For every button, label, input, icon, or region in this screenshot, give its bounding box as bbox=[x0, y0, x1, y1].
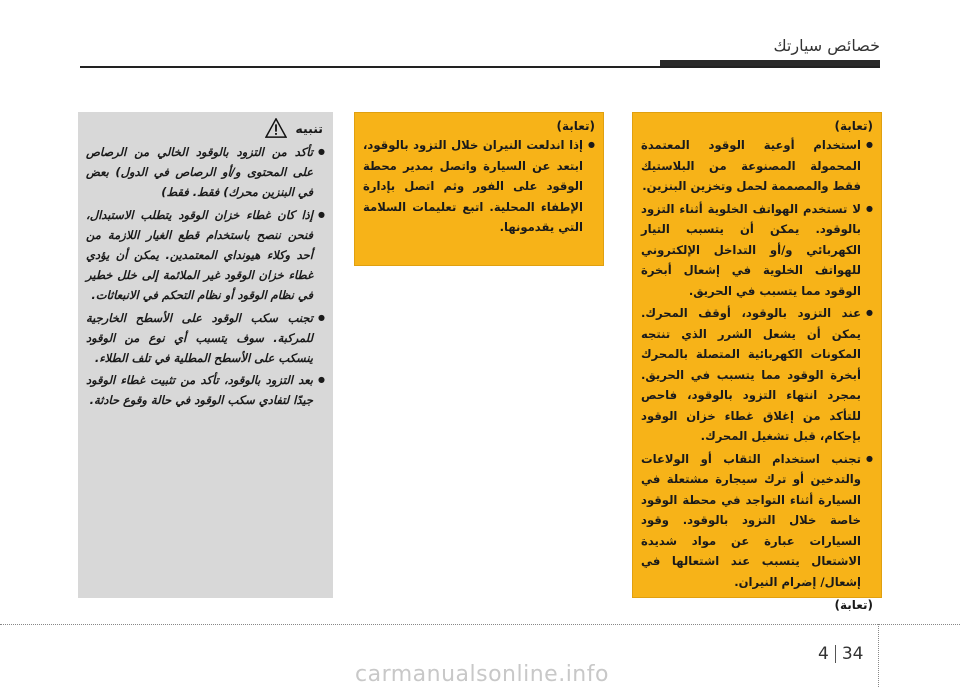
list-item: ● بعد التزود بالوقود، تأكد من تثبيت غطاء الوقود جيدًا لتفادي سكب الوقود في حالة وقوع حادثة. bbox=[86, 370, 325, 410]
chapter-number: 4 bbox=[818, 644, 829, 664]
list-item: ● استخدام أوعية الوقود المعتمدة المحمولة المصنوعة من البلاستيك فقط والمصممة لحمل وتخزين البنزين. bbox=[641, 135, 873, 197]
caution-title: (تعابة) bbox=[834, 119, 873, 133]
section-title: خصائص سيارتك bbox=[773, 36, 880, 55]
notice-title: تنبيه bbox=[78, 112, 333, 142]
header-rule bbox=[80, 66, 880, 68]
list-item: ● تجنب استخدام الثقاب أو الولاعات والتدخين أو ترك سيجارة مشتعلة في السيارة أثناء التواجد في محطة الوقود خاصة خلال التزود بالوقود. وقود السيارات عبارة عن مواد شديدة الاشتعال يتسبب عند اشتعالها في إشعال/ إضرام النيران. bbox=[641, 449, 873, 593]
page-number bbox=[818, 644, 863, 664]
watermark: carmanualsonline.info bbox=[355, 662, 609, 687]
list-item: ● تجنب سكب الوقود على الأسطح الخارجية للمركبة. سوف يتسبب أي نوع من الوقود ينسكب على الأسطح المطلية في تلف الطلاء. bbox=[86, 308, 325, 369]
caution-box-middle bbox=[354, 112, 604, 266]
footer-divider bbox=[0, 624, 960, 625]
caution-box-right bbox=[632, 112, 882, 612]
warning-icon bbox=[265, 118, 287, 138]
list-item: ● تأكد من التزود بالوقود الخالي من الرصاص على المحتوى و/أو الرصاص في الدول) بعض في البنزين محرك) فقط. فقط) bbox=[86, 142, 325, 203]
caution-end: (تعابة) bbox=[834, 598, 873, 612]
caution-list bbox=[355, 135, 603, 238]
notice-box-left bbox=[78, 112, 333, 598]
caution-list bbox=[633, 135, 881, 592]
page-separator bbox=[835, 645, 836, 663]
page-number-value: 34 bbox=[841, 644, 864, 664]
notice-list bbox=[78, 142, 333, 411]
footer-divider-vertical bbox=[878, 624, 879, 687]
list-item: ● لا تستخدم الهواتف الخلوية أثناء التزود بالوقود. يمكن أن يتسبب التيار الكهربائي و/أو التداخل الإلكتروني للهواتف الخلوية في إشعال أبخرة الوقود مما يتسبب في الحريق. bbox=[641, 199, 873, 302]
list-item: ● إذا كان غطاء خزان الوقود يتطلب الاستبدال، فنحن ننصح باستخدام قطع الغيار اللازمة من أحد وكلاء هيونداي المعتمدين. يمكن أن يؤدي غطاء خزان الوقود غير الملائمة إلى خلل خطير في نظام الوقود أو نظام التحكم في الانبعاثات. bbox=[86, 205, 325, 306]
list-item: ● إذا اندلعت النيران خلال التزود بالوقود، ابتعد عن السيارة واتصل بمدير محطة الوقود على الفور وثم اتصل بإدارة الإطفاء المحلية. اتبع تعليمات السلامة التي يقدمونها. bbox=[363, 135, 595, 238]
caution-title: (تعابة) bbox=[556, 119, 595, 133]
list-item: ● عند التزود بالوقود، أوقف المحرك. يمكن أن يشعل الشرر الذي تنتجه المكونات الكهربائية المتصلة بالمحرك أبخرة الوقود مما يتسبب في الحريق. بمجرد انتهاء التزود بالوقود، فاحص للتأكد من إغلاق غطاء خزان الوقود بإحكام، قبل تشغيل المحرك. bbox=[641, 303, 873, 447]
